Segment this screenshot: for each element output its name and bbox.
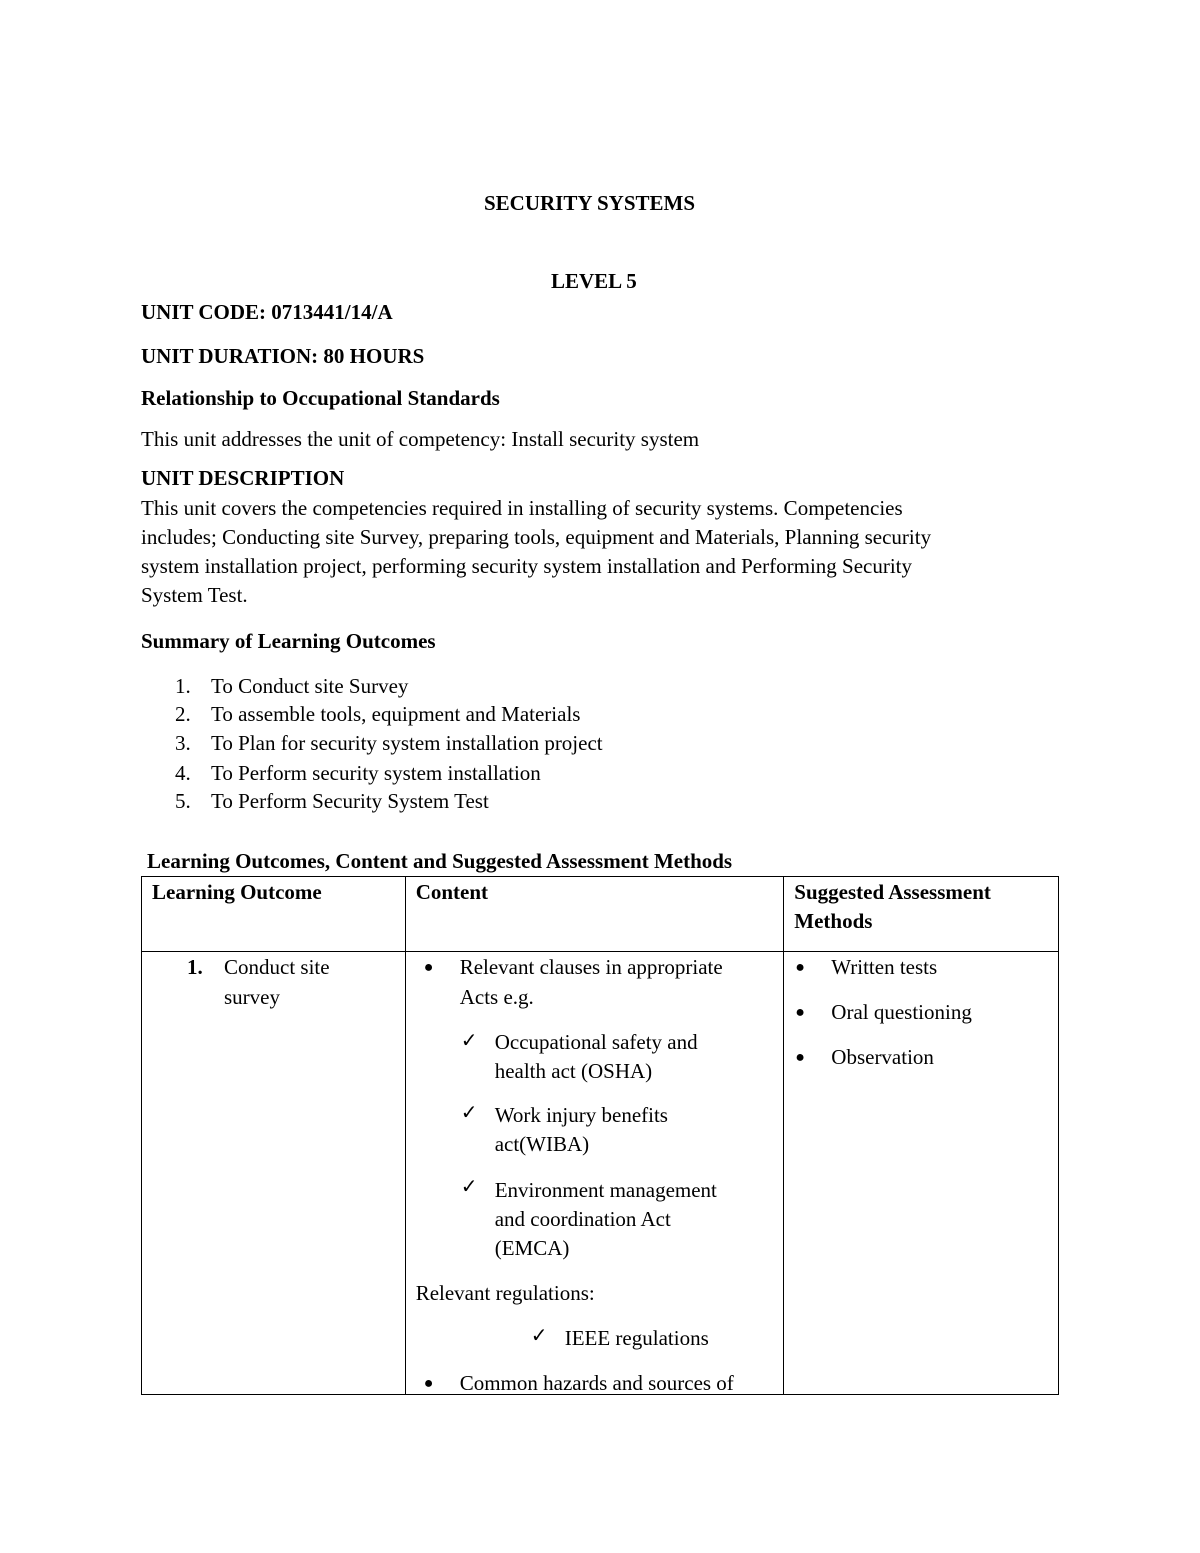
summary-heading: Summary of Learning Outcomes: [141, 629, 436, 653]
assessment-text: Observation: [831, 1045, 934, 1069]
unit-duration: UNIT DURATION: 80 HOURS: [141, 344, 425, 368]
description-heading: UNIT DESCRIPTION: [141, 466, 345, 490]
table-row: [142, 952, 1059, 1395]
content-text: and coordination Act: [494, 1207, 671, 1231]
header-cell-outcome: [142, 877, 406, 952]
relationship-text: This unit addresses the unit of competency: Install security system: [141, 427, 700, 451]
header-assessment-label: Methods: [794, 909, 873, 933]
content-text: Common hazards and sources of: [459, 1371, 734, 1395]
header-assessment-label: Suggested Assessment: [794, 880, 991, 904]
table-header-row: [142, 877, 1059, 952]
outcome-number: 1.: [187, 955, 203, 979]
list-item-text: To Perform security system installation: [211, 761, 541, 785]
description-line: includes; Conducting site Survey, preparing tools, equipment and Materials, Planning security: [141, 525, 932, 549]
description-line: system installation project, performing security system installation and Performing Security: [141, 554, 913, 578]
content-text: IEEE regulations: [564, 1326, 709, 1350]
header-content-label: Content: [415, 880, 489, 904]
bullet-icon: ●: [795, 1004, 805, 1021]
assessment-text: Written tests: [831, 955, 938, 979]
bullet-icon: ●: [795, 959, 805, 976]
bullet-icon: ●: [423, 1375, 434, 1392]
check-icon: ✓: [530, 1325, 548, 1347]
content-cell: [405, 952, 784, 1395]
header-cell-content: [405, 877, 784, 952]
content-text: Environment management: [494, 1178, 717, 1202]
list-item-number: 3.: [175, 731, 191, 755]
content-text: Relevant clauses in appropriate: [459, 955, 723, 979]
content-text: (EMCA): [494, 1236, 570, 1260]
list-item-number: 4.: [175, 761, 191, 785]
description-line: This unit covers the competencies required in installing of security systems. Competencies: [141, 496, 903, 520]
outcome-text: Conduct site: [224, 955, 330, 979]
check-icon: ✓: [460, 1030, 478, 1052]
list-item-number: 1.: [175, 674, 191, 698]
content-text: Work injury benefits: [494, 1103, 668, 1127]
check-icon: ✓: [460, 1176, 478, 1198]
bullet-icon: ●: [795, 1049, 805, 1066]
learning-outcomes-table: [141, 876, 1059, 1395]
list-item-text: To Conduct site Survey: [211, 674, 409, 698]
assessment-cell: [784, 952, 1059, 1395]
content-text: health act (OSHA): [494, 1059, 653, 1083]
list-item-number: 2.: [175, 702, 191, 726]
unit-code: UNIT CODE: 0713441/14/A: [141, 300, 393, 324]
content-text: Relevant regulations:: [415, 1281, 595, 1305]
header-cell-assessment: [784, 877, 1059, 952]
list-item-text: To Perform Security System Test: [211, 789, 489, 813]
document-title: SECURITY SYSTEMS: [484, 191, 696, 215]
description-line: System Test.: [141, 583, 248, 607]
check-icon: ✓: [460, 1102, 478, 1124]
list-item-text: To assemble tools, equipment and Materials: [211, 702, 581, 726]
outcome-cell: [142, 952, 406, 1395]
content-text: act(WIBA): [494, 1132, 590, 1156]
content-text: Occupational safety and: [494, 1030, 698, 1054]
bullet-icon: ●: [423, 959, 434, 976]
table-caption: Learning Outcomes, Content and Suggested Assessment Methods: [147, 849, 733, 873]
assessment-text: Oral questioning: [831, 1000, 972, 1024]
list-item-text: To Plan for security system installation project: [211, 731, 603, 755]
relationship-heading: Relationship to Occupational Standards: [141, 386, 500, 410]
outcome-text: survey: [224, 985, 280, 1009]
header-outcome-label: Learning Outcome: [152, 880, 322, 904]
level-heading: LEVEL 5: [551, 269, 637, 293]
content-text: Acts e.g.: [459, 985, 534, 1009]
list-item-number: 5.: [175, 789, 191, 813]
